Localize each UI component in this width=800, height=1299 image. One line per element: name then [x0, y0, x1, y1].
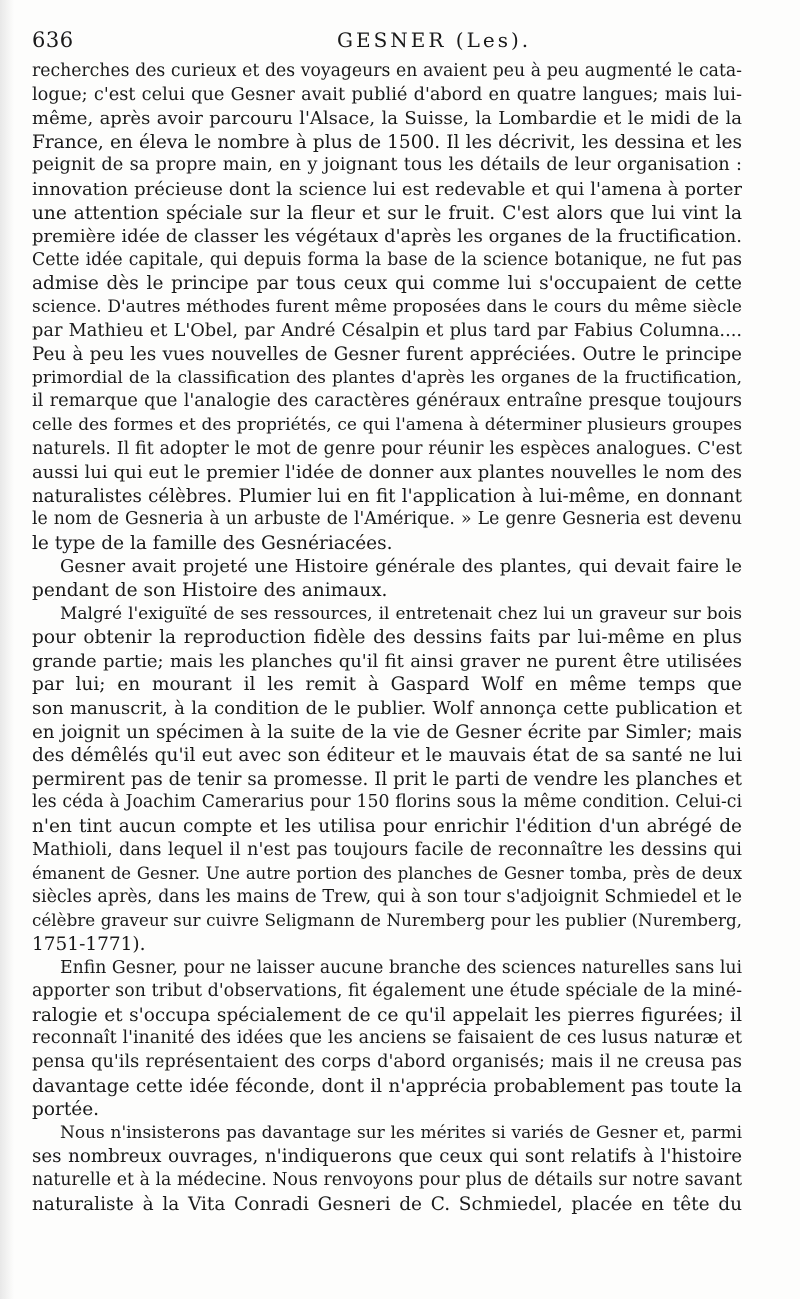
text-line: il remarque que l'analogie des caractères généraux entraîne presque toujours [32, 391, 742, 412]
text-line: recherches des curieux et des voyageurs en avaient peu à peu augmenté le cata- [32, 61, 742, 81]
text-line: naturelle et à la médecine. Nous renvoyons pour plus de détails sur notre savant [32, 1169, 742, 1190]
body-text [32, 60, 742, 1216]
text-line: primordial de la classification des plantes d'après les organes de la fructification, [32, 367, 742, 388]
text-line: admise dès le principe par tous ceux qui comme lui s'occupaient de cette [32, 273, 742, 295]
text-line: le type de la famille des Gesnériacées. [32, 532, 393, 554]
text-line: Enfin Gesner, pour ne laisser aucune branche des sciences naturelles sans lui [60, 957, 742, 978]
text-line: 1751-1771). [32, 933, 146, 955]
text-line: le nom de Gesneria à un arbuste de l'Amérique. » Le genre Gesneria est devenu [32, 509, 742, 530]
text-line: portée. [32, 1099, 100, 1121]
page-binding-shadow [0, 0, 14, 1299]
text-line: son manuscrit, à la condition de le publier. Wolf annonça cette publication et [32, 698, 742, 720]
text-line: Gesner avait projeté une Histoire générale des plantes, qui devait faire le [60, 556, 742, 578]
text-line: des démêlés qu'il eut avec son éditeur et le mauvais état de sa santé ne lui [32, 745, 742, 767]
text-line: ralogie et s'occupa spécialement de ce qu'il appelait les pierres figurées; il [32, 1004, 742, 1026]
text-line: première idée de classer les végétaux d'après les organes de la fructification. [32, 226, 742, 248]
text-line: peignit de sa propre main, en y joignant tous les détails de leur organisation : [32, 155, 742, 176]
text-line: par lui; en mourant il les remit à Gaspard Wolf en même temps que [32, 674, 742, 696]
text-line: pendant de son Histoire des animaux. [32, 580, 388, 602]
text-line: n'en tint aucun compte et les utilisa pour enrichir l'édition d'un abrégé de [32, 816, 742, 837]
text-line: grande partie; mais les planches qu'il fit ainsi graver ne purent être utilisées [32, 650, 742, 672]
text-line: Malgré l'exiguïté de ses ressources, il entretenait chez lui un graveur sur bois [60, 603, 742, 624]
text-line: naturaliste à la Vita Conradi Gesneri de C. Schmiedel, placée en tête du [32, 1193, 742, 1215]
text-line: même, après avoir parcouru l'Alsace, la Suisse, la Lombardie et le midi de la [32, 108, 742, 130]
text-line: science. D'autres méthodes furent même proposées dans le cours du même siècle [32, 296, 742, 317]
running-title: GESNER (Les). [337, 28, 532, 52]
text-line: naturalistes célèbres. Plumier lui en fit l'application à lui-même, en donnant [32, 485, 742, 507]
text-line: siècles après, dans les mains de Trew, qui à son tour s'adjoignit Schmiedel et le [32, 886, 742, 907]
text-line: Cette idée capitale, qui depuis forma la base de la science botanique, ne fut pas [32, 249, 742, 270]
text-line: reconnaît l'inanité des idées que les anciens se faisaient de ces lusus naturæ et [32, 1028, 742, 1049]
text-line: apporter son tribut d'observations, fit également une étude spéciale de la miné- [32, 981, 742, 1002]
text-line: pour obtenir la reproduction fidèle des dessins faits par lui-même en plus [32, 627, 742, 649]
text-line: célèbre graveur sur cuivre Seligmann de Nuremberg pour les publier (Nuremberg, [32, 910, 742, 931]
text-line: par Mathieu et L'Obel, par André Césalpin et plus tard par Fabius Columna.... [32, 320, 742, 341]
text-line: aussi lui qui eut le premier l'idée de donner aux plantes nouvelles le nom des [32, 462, 742, 484]
text-line: Mathioli, dans lequel il n'est pas toujours facile de reconnaître les dessins qui [32, 839, 742, 860]
page-header [32, 28, 752, 56]
text-line: pensa qu'ils représentaient des corps d'abord organisés; mais il ne creusa pas [32, 1051, 742, 1072]
text-line: innovation précieuse dont la science lui est redevable et qui l'amena à porter [32, 178, 742, 200]
text-line: une attention spéciale sur la fleur et sur le fruit. C'est alors que lui vint la [32, 202, 742, 224]
text-line: Nous n'insisterons pas davantage sur les mérites si variés de Gesner et, parmi [60, 1122, 742, 1143]
text-line: France, en éleva le nombre à plus de 1500. Il les décrivit, les dessina et les [32, 131, 742, 153]
text-line: ses nombreux ouvrages, n'indiquerons que ceux qui sont relatifs à l'histoire [32, 1146, 742, 1168]
text-line: logue; c'est celui que Gesner avait publié d'abord en quatre langues; mais lui- [32, 84, 742, 105]
page-number: 636 [32, 28, 74, 52]
text-line: davantage cette idée féconde, dont il n'apprécia probablement pas toute la [32, 1075, 742, 1097]
text-line: émanent de Gesner. Une autre portion des planches de Gesner tomba, près de deux [32, 864, 742, 884]
text-line: permirent pas de tenir sa promesse. Il prit le parti de vendre les planches et [32, 768, 742, 790]
text-line: celle des formes et des propriétés, ce qui l'amena à déterminer plusieurs groupes [32, 414, 742, 435]
text-line: les céda à Joachim Camerarius pour 150 florins sous la même condition. Celui-ci [32, 792, 742, 813]
text-line: Peu à peu les vues nouvelles de Gesner furent appréciées. Outre le principe [32, 344, 742, 366]
text-line: en joignit un spécimen à la suite de la vie de Gesner écrite par Simler; mais [32, 721, 742, 743]
text-line: naturels. Il fit adopter le mot de genre pour réunir les espèces analogues. C'est [32, 438, 742, 459]
